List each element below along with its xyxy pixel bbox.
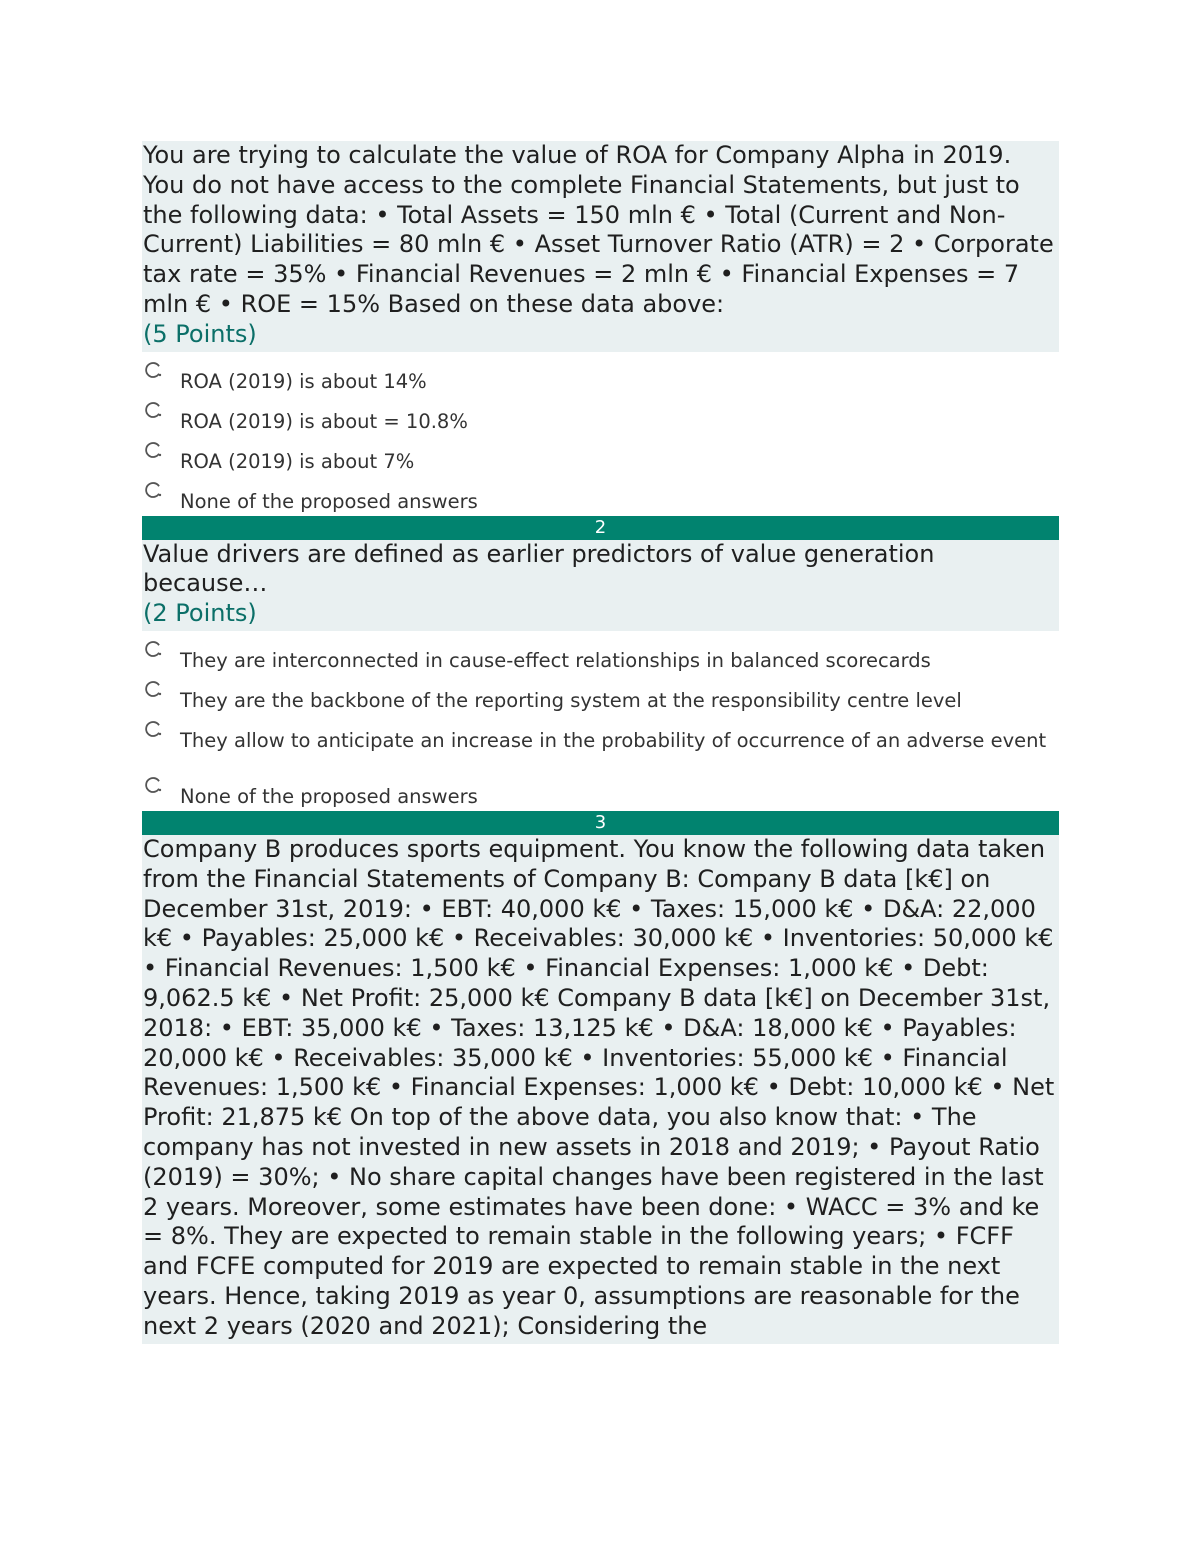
question-1-options bbox=[142, 352, 1059, 516]
answer-option-label: They are the backbone of the reporting system at the responsibility centre level bbox=[180, 688, 962, 712]
answer-option[interactable] bbox=[142, 715, 1059, 771]
answer-option-label: ROA (2019) is about = 10.8% bbox=[180, 409, 468, 433]
answer-option[interactable] bbox=[142, 771, 1059, 811]
quiz-sheet bbox=[142, 141, 1059, 1344]
question-1-box bbox=[142, 141, 1059, 352]
question-1-points: (5 Points) bbox=[143, 319, 257, 348]
answer-option[interactable] bbox=[142, 675, 1059, 715]
question-2-points: (2 Points) bbox=[143, 599, 257, 628]
radio-circle-icon[interactable] bbox=[144, 720, 162, 738]
question-3 bbox=[142, 835, 1059, 1344]
radio-circle-icon[interactable] bbox=[144, 441, 162, 459]
answer-option-label: ROA (2019) is about 14% bbox=[180, 369, 427, 393]
answer-option-label: They are interconnected in cause-effect relationships in balanced scorecards bbox=[180, 648, 931, 672]
question-3-text: Company B produces sports equipment. You know the following data taken from the Financial Statements of Company B: Company B data [k€] on December 31st, 2019: • EBT: 40,000 k€ • Taxes: 15,000 k€ • D&A: 22,000 k€ • Payables: 25,000 k€ • Receivables: 30,000 k€ • Inventories: 50,000 k€ • Financial Revenues: 1,500 k€ • Financial Expenses: 1,000 k€ • Debt: 9,062.5 k€ • Net Profit: 25,000 k€ Company B data [k€] on December 31st, 2018: • EBT: 35,000 k€ • Taxes: 13,125 k€ • D&A: 18,000 k€ • Payables: 20,000 k€ • Receivables: 35,000 k€ • Inventories: 55,000 k€ • Financial Revenues: 1,500 k€ • Financial Expenses: 1,000 k€ • Debt: 10,000 k€ • Net Profit: 21,875 k€ On top of the above data, you also know that: • The company has not invested in new assets in 2018 and 2019; • Payout Ratio (2019) = 30%; • No share capital changes have been registered in the last 2 years. Moreover, some estimates have been done: • WACC = 3% and ke = 8%. They are expected to remain stable in the following years; • FCFF and FCFE computed for 2019 are expected to remain stable in the next years. Hence, taking 2019 as year 0, assumptions are reasonable for the next 2 years (2020 and 2021); Considering the bbox=[143, 834, 1055, 1340]
question-2-box bbox=[142, 540, 1059, 631]
radio-circle-icon[interactable] bbox=[144, 680, 162, 698]
answer-option-label: None of the proposed answers bbox=[180, 784, 478, 808]
answer-option-label: ROA (2019) is about 7% bbox=[180, 449, 415, 473]
answer-option-label: None of the proposed answers bbox=[180, 489, 478, 513]
answer-option[interactable] bbox=[142, 356, 1059, 396]
radio-circle-icon[interactable] bbox=[144, 640, 162, 658]
radio-circle-icon[interactable] bbox=[144, 361, 162, 379]
question-2-number-bar: 2 bbox=[142, 516, 1059, 540]
question-3-box bbox=[142, 835, 1059, 1344]
radio-circle-icon[interactable] bbox=[144, 481, 162, 499]
question-2-options bbox=[142, 631, 1059, 811]
answer-option[interactable] bbox=[142, 476, 1059, 516]
question-2 bbox=[142, 540, 1059, 811]
question-2-text: Value drivers are defined as earlier predictors of value generation because… bbox=[143, 539, 935, 598]
answer-option[interactable] bbox=[142, 396, 1059, 436]
question-1 bbox=[142, 141, 1059, 516]
answer-option-label: They allow to anticipate an increase in the probability of occurrence of an adverse event bbox=[180, 728, 1047, 752]
answer-option[interactable] bbox=[142, 635, 1059, 675]
answer-option[interactable] bbox=[142, 436, 1059, 476]
question-1-text: You are trying to calculate the value of ROA for Company Alpha in 2019. You do not have access to the complete Financial Statements, but just to the following data: • Total Assets = 150 mln € • Total (Current and Non-Current) Liabilities = 80 mln € • Asset Turnover Ratio (ATR) = 2 • Corporate tax rate = 35% • Financial Revenues = 2 mln € • Financial Expenses = 7 mln € • ROE = 15% Based on these data above: bbox=[143, 141, 1054, 318]
radio-circle-icon[interactable] bbox=[144, 776, 162, 794]
question-3-number-bar: 3 bbox=[142, 811, 1059, 835]
radio-circle-icon[interactable] bbox=[144, 401, 162, 419]
